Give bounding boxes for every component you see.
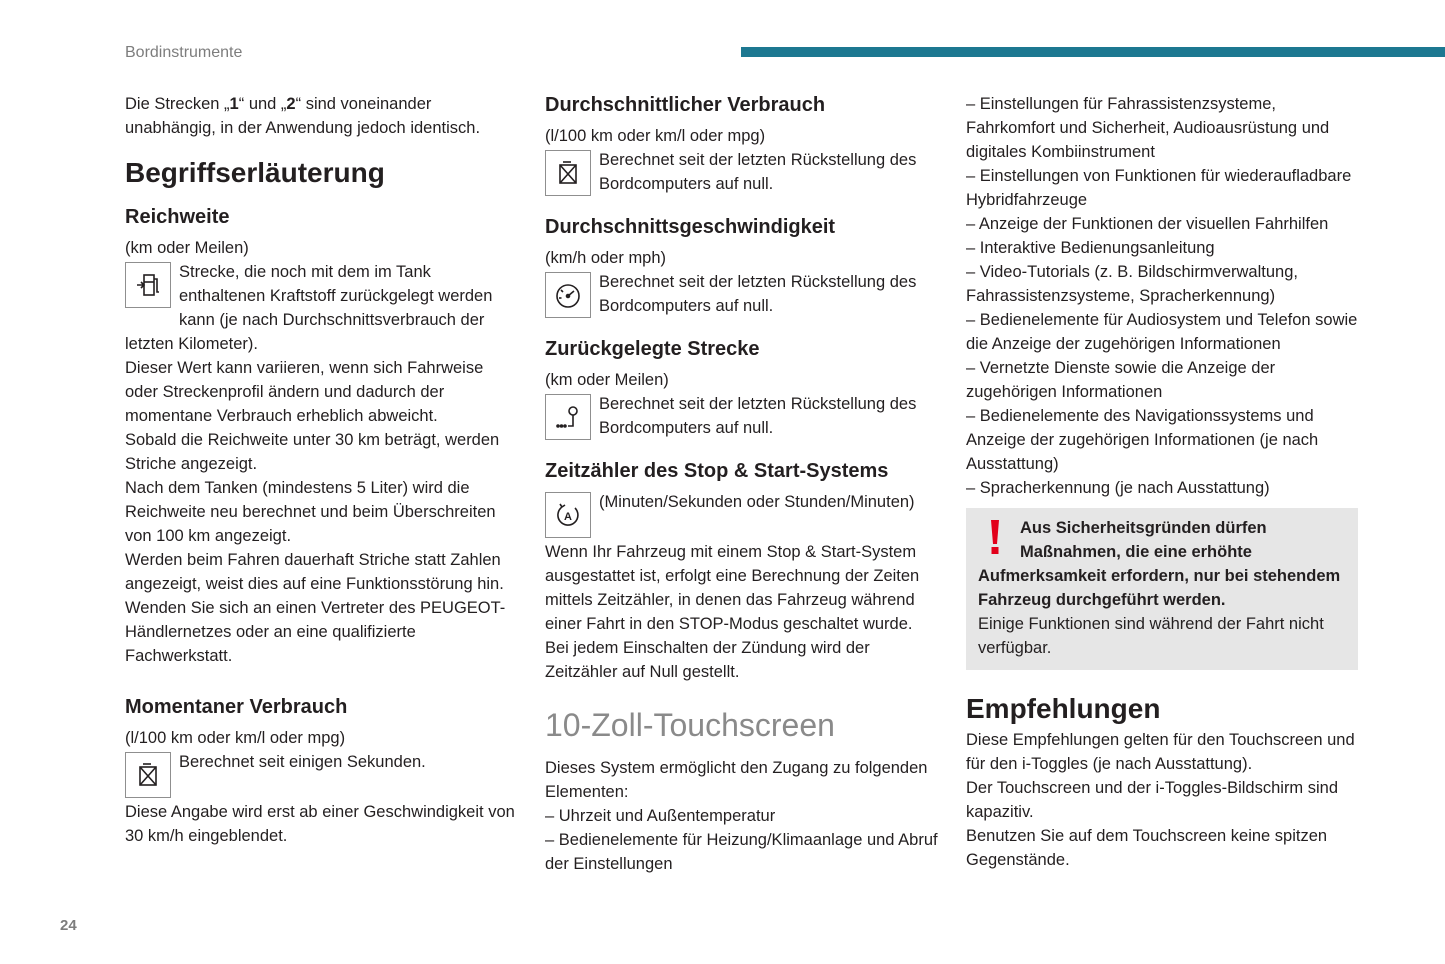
exclamation-icon xyxy=(984,518,1006,556)
reichweite-description: Strecke, die noch mit dem im Tank enthaltenen Kraftstoff zurückgelegt werden kann (je nach Durchschnittsverbrauch der letzten Kilometer). xyxy=(125,263,493,353)
reichweite-text-3: Nach dem Tanken (mindestens 5 Liter) wird die Reichweite neu berechnet und beim Überschreiten von 100 km angezeigt. xyxy=(125,479,496,545)
warning-text: Einige Funktionen sind während der Fahrt nicht verfügbar. xyxy=(978,615,1324,657)
stopstart-unit: (Minuten/Sekunden oder Stunden/Minuten) xyxy=(599,493,915,511)
list-item: – Einstellungen für Fahrassistenzsysteme, Fahrkomfort und Sicherheit, Audioausrüstung und digitales Kombiinstrument xyxy=(966,95,1330,161)
list-item: – Bedienelemente für Heizung/Klimaanlage und Abruf der Einstellungen xyxy=(545,831,938,873)
warning-bold-text: Aus Sicherheitsgründen dürfen Maßnahmen, die eine erhöhte Aufmerksamkeit erfordern, nur bei stehendem Fahrzeug durchgeführt werden. xyxy=(978,519,1341,609)
header-accent-bar xyxy=(741,47,1445,57)
running-header: Bordinstrumente xyxy=(125,44,243,61)
momentan-description: Berechnet seit einigen Sekunden. xyxy=(179,753,426,771)
distance-description: Berechnet seit der letzten Rückstellung des Bordcomputers auf null. xyxy=(599,395,917,437)
fuel-consumption-icon xyxy=(545,150,591,196)
list-item: – Vernetzte Dienste sowie die Anzeige der zugehörigen Informationen xyxy=(966,359,1276,401)
page-number: 24 xyxy=(60,917,77,934)
column-middle xyxy=(545,92,940,876)
avg-speed-heading: Durchschnittsgeschwindigkeit xyxy=(545,216,836,238)
distance-unit: (km oder Meilen) xyxy=(545,371,669,389)
distance-icon xyxy=(545,394,591,440)
empfehlungen-text-1: Diese Empfehlungen gelten für den Touchscreen und für den i-Toggles (je nach Ausstattung). xyxy=(966,731,1355,773)
list-item: – Interaktive Bedienungsanleitung xyxy=(966,239,1215,257)
warning-box xyxy=(966,508,1358,670)
reichweite-text-2: Sobald die Reichweite unter 30 km beträgt, werden Striche angezeigt. xyxy=(125,431,500,473)
list-item: – Bedienelemente für Audiosystem und Telefon sowie die Anzeige der zugehörigen Informationen xyxy=(966,311,1358,353)
svg-text:A: A xyxy=(564,511,572,523)
reichweite-heading: Reichweite xyxy=(125,206,230,228)
reichweite-unit: (km oder Meilen) xyxy=(125,239,249,257)
fuel-range-icon xyxy=(125,262,171,308)
empfehlungen-text-2: Der Touchscreen und der i-Toggles-Bildschirm sind kapazitiv. xyxy=(966,779,1339,821)
stopstart-heading: Zeitzähler des Stop & Start-Systems xyxy=(545,460,889,482)
stop-start-icon xyxy=(545,492,591,538)
speedometer-icon xyxy=(545,272,591,318)
avg-speed-unit: (km/h oder mph) xyxy=(545,249,667,267)
section-title: Begriffserläuterung xyxy=(125,157,385,188)
reichweite-text-1: Dieser Wert kann variieren, wenn sich Fahrweise oder Streckenprofil ändern und dadurch der momentane Verbrauch erheblich abweicht. xyxy=(125,359,484,425)
chapter-title: 10-Zoll-Touchscreen xyxy=(545,707,835,743)
momentan-unit: (l/100 km oder km/l oder mpg) xyxy=(125,729,346,747)
avg-speed-description: Berechnet seit der letzten Rückstellung des Bordcomputers auf null. xyxy=(599,273,917,315)
momentan-note: Diese Angabe wird erst ab einer Geschwindigkeit von 30 km/h eingeblendet. xyxy=(125,803,515,845)
avg-consumption-description: Berechnet seit der letzten Rückstellung des Bordcomputers auf null. xyxy=(599,151,917,193)
column-left xyxy=(125,92,515,848)
intro-paragraph: Die Strecken „1“ und „2“ sind voneinander unabhängig, in der Anwendung jedoch identisch. xyxy=(125,95,481,137)
list-item: – Video-Tutorials (z. B. Bildschirmverwaltung, Fahrassistenzsysteme, Spracherkennung) xyxy=(966,263,1298,305)
column-right xyxy=(966,92,1358,872)
chapter-intro: Dieses System ermöglicht den Zugang zu folgenden Elementen: xyxy=(545,759,928,801)
reichweite-text-4: Werden beim Fahren dauerhaft Striche statt Zahlen angezeigt, weist dies auf eine Funktionsstörung hin. Wenden Sie sich an einen Vertreter des PEUGEOT-Händlernetzes oder an eine qualifizierte Fachwerkstatt. xyxy=(125,551,506,665)
list-item: – Bedienelemente des Navigationssystems und Anzeige der zugehörigen Informationen (je nach Ausstattung) xyxy=(966,407,1319,473)
stopstart-description: Wenn Ihr Fahrzeug mit einem Stop & Start-System ausgestattet ist, erfolgt eine Berechnung der Zeiten mittels Zeitzähler, in denen das Fahrzeug während einer Fahrt in den STOP-Modus geschaltet wurde. xyxy=(545,543,920,633)
stopstart-description-2: Bei jedem Einschalten der Zündung wird der Zeitzähler auf Null gestellt. xyxy=(545,639,870,681)
momentan-heading: Momentaner Verbrauch xyxy=(125,696,348,718)
list-item: – Einstellungen von Funktionen für wiederaufladbare Hybridfahrzeuge xyxy=(966,167,1352,209)
empfehlungen-text-3: Benutzen Sie auf dem Touchscreen keine spitzen Gegenstände. xyxy=(966,827,1328,869)
list-item: – Anzeige der Funktionen der visuellen Fahrhilfen xyxy=(966,215,1329,233)
list-item: – Uhrzeit und Außentemperatur xyxy=(545,807,776,825)
avg-consumption-heading: Durchschnittlicher Verbrauch xyxy=(545,94,826,116)
empfehlungen-heading: Empfehlungen xyxy=(966,693,1161,724)
fuel-consumption-icon xyxy=(125,752,171,798)
avg-consumption-unit: (l/100 km oder km/l oder mpg) xyxy=(545,127,766,145)
distance-heading: Zurückgelegte Strecke xyxy=(545,338,760,360)
list-item: – Spracherkennung (je nach Ausstattung) xyxy=(966,479,1270,497)
